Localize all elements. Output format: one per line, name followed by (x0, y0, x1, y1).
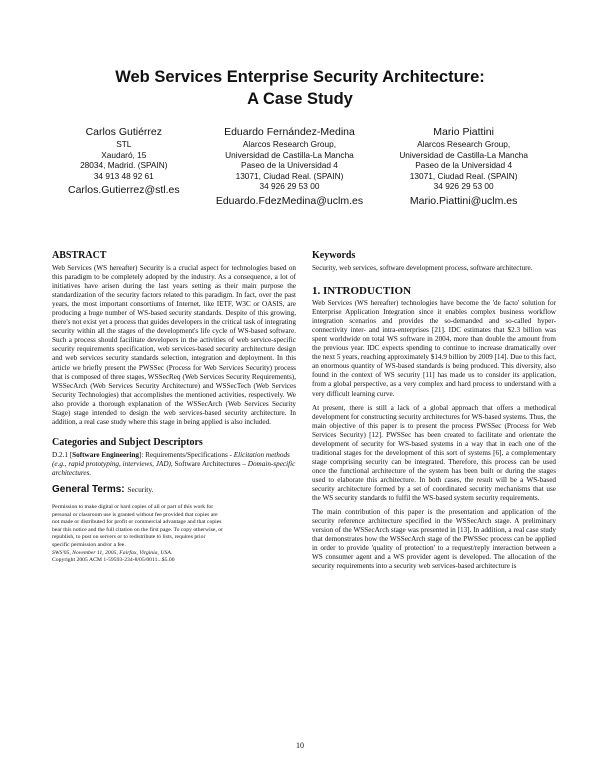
introduction-paragraph-3: The main contribution of this paper is the presentation and application of the security reference architecture specified in the WSSecArch stage. A preliminary version of the WSSecArch stage was presented in [13]. In addition, a real case study that demonstrates how the WSSecArch stage of the PWSSec process can be applied in order to provide 'quality of protection' to a request/reply interaction between a WS consumer agent and a WS provider agent is developed. The allocation of the security requirements into a security web services-based architecture is (312, 508, 556, 571)
author-affiliation-line: 13071, Ciudad Real. (SPAIN) (235, 170, 344, 181)
permission-notice (52, 504, 296, 565)
introduction-heading: 1. INTRODUCTION (312, 285, 412, 298)
author-email[interactable]: Carlos.Gutierrez@stl.es (68, 184, 180, 197)
right-column (312, 250, 556, 576)
author-2 (216, 126, 363, 208)
general-terms-value: Security. (127, 484, 154, 494)
categories-code: D.2.1 [ (52, 450, 73, 459)
paper-title (0, 66, 600, 110)
author-block (68, 126, 528, 208)
author-name: Carlos Gutiérrez (85, 126, 163, 138)
author-affiliation-line: 34 926 29 53 00 (433, 181, 494, 192)
permission-line: not made or distributed for profit or commercial advantage and that copies (52, 519, 222, 526)
title-line-1: Web Services Enterprise Security Architecture: (115, 68, 485, 86)
categories-rest: ]: Requirements/Specifications - (138, 450, 232, 459)
categories-heading: Categories and Subject Descriptors (52, 436, 203, 448)
abstract-heading: ABSTRACT (52, 250, 107, 261)
author-1 (68, 126, 180, 208)
permission-line: specific permission and/or a fee. (52, 541, 126, 548)
author-email[interactable]: Mario.Piattini@uclm.es (409, 194, 518, 207)
author-affiliation-line: Paseo de la Universidad 4 (241, 160, 338, 171)
introduction-paragraph-2: At present, there is still a lack of a global approach that offers a methodical development for constructing security architectures for WS-based systems. Thus, the main objective of this paper is to present the process PWSSec (Process for Web Services Security) [12]. PWSSec has been created to facilitate and orientate the development of security for WS-based systems in a way that in each one of the traditional stages for the development of this sort of systems [6], a complementary stage comprising security can be integrated. Therefore, this process can be used once the functional architecture of the system has been built or during the stages used to elaborate this architecture. In both cases, the result will be a WS-based security architecture formed by a set of coordinated security mechanisms that use the WS security standards to fulfil the WS-based system security requirements. (312, 403, 556, 503)
permission-line: SWS'05, November 11, 2005, Fairfax, Virginia, USA. (52, 549, 173, 556)
categories-plain-2: Software Architectures – (174, 459, 246, 468)
author-affiliation-line: Universidad de Castilla-La Mancha (225, 149, 354, 160)
author-affiliation-line: Paseo de la Universidad 4 (415, 160, 513, 171)
abstract-text: Web Services (WS hereafter) Security is a crucial aspect for technologies based on this paradigm to be completely adopted by the industry. As a consequence, a lot of initiatives have arisen during the last years setting as their main purpose the standardization of the security factors related to this paradigm. In fact, over the past years, the most important consortiums of Internet, like IETF, W3C or OASIS, are producing a huge number of WS-based security standards. Despite of this growing, there's not exist yet a process that guides developers in the critical task of integrating security within all the stages of the development's life cycle of WS-based software. Such a process should facilitate developers in the activities of web service-specific security requirements specification, web services-based security architecture design and web services security standards selection, integration and deployment. In this article we briefly present the PWSSec (Process for Web Services Security) process that is composed of three stages, WSSecReq (Web Services Security Requirements), WSSecArch (Web Services Security Architecture) and WSSecTech (Web Services Security Technologies) that accomplishes the mentioned activities, respectively. We also provide a thorough explanation of the WSSecArch (Web Services Security Stage) stage intended to design the web services-based security architecture. In addition, a real case study where this stage in being applied is also included. (52, 264, 296, 426)
keywords-text: Security, web services, software development process, software architecture. (312, 264, 533, 272)
author-affiliation-line: 34 926 29 53 00 (259, 181, 320, 192)
author-affiliation-line: 13071, Ciudad Real. (SPAIN) (409, 170, 518, 181)
categories-italic-1: Elicitation methods (e.g., rapid prototyping, interviews, JAD), (52, 450, 290, 468)
author-3 (399, 126, 528, 208)
author-affiliation-line: STL (116, 139, 132, 149)
author-name: Mario Piattini (433, 126, 494, 138)
permission-line: republish, to post on servers or to redistribute to lists, requires prior (52, 534, 206, 541)
permission-line: Permission to make digital or hard copies of all or part of this work for (52, 503, 214, 510)
categories-italic-2: Domain-specific architectures. (52, 459, 296, 477)
author-affiliation-line: 34 913 48 92 61 (93, 170, 154, 181)
permission-line: bear this notice and the full citation on the first page. To copy otherwise, or (52, 526, 224, 533)
introduction-paragraph-1: Web Services (WS hereafter) technologies have become the 'de facto' solution for Enterprise Application Integration since it enables complex business workflow integration scenarios and provides the so-demanded and so-called hyper-connectivity inter- and intra-enterprises [21]. IDC estimates that $2.3 billion was spent worldwide on total WS software in 2004, more than double the amount from the previous year. IDC expects spending to continue to increase dramatically over the next 5 years, reaching approximately $14.9 billion by 2009 [14]. Due to this fact, an enormous quantity of WS-based standards is being produced. This diversity, also found in the context of WS security [11] has made us to consider its application, from a global perspective, as a very complex and hard process to understand with a very difficult learning curve. (312, 299, 556, 398)
author-name: Eduardo Fernández-Medina (224, 126, 355, 138)
permission-line: Copyright 2005 ACM 1-59593-234-8/05/0011...$5.00 (52, 557, 175, 564)
general-terms-label: General Terms: (52, 483, 125, 495)
author-affiliation-line: 28034, Madrid. (SPAIN) (80, 160, 168, 171)
author-affiliation-line: Universidad de Castilla-La Mancha (399, 149, 528, 160)
author-affiliation-line: Xaudaró, 15 (101, 149, 147, 160)
categories-bold: Software Engineering (72, 450, 139, 459)
author-affiliation-line: Alarcos Research Group, (242, 139, 337, 149)
author-affiliation-line: Alarcos Research Group, (417, 139, 511, 149)
title-line-2: A Case Study (247, 90, 353, 108)
keywords-heading: Keywords (312, 250, 356, 261)
left-column (52, 250, 296, 565)
permission-line: personal or classroom use is granted without fee provided that copies are (52, 511, 218, 518)
page-number: 10 (296, 741, 304, 750)
author-email[interactable]: Eduardo.FdezMedina@uclm.es (215, 194, 364, 207)
general-terms (52, 483, 296, 496)
categories-text (52, 451, 296, 478)
